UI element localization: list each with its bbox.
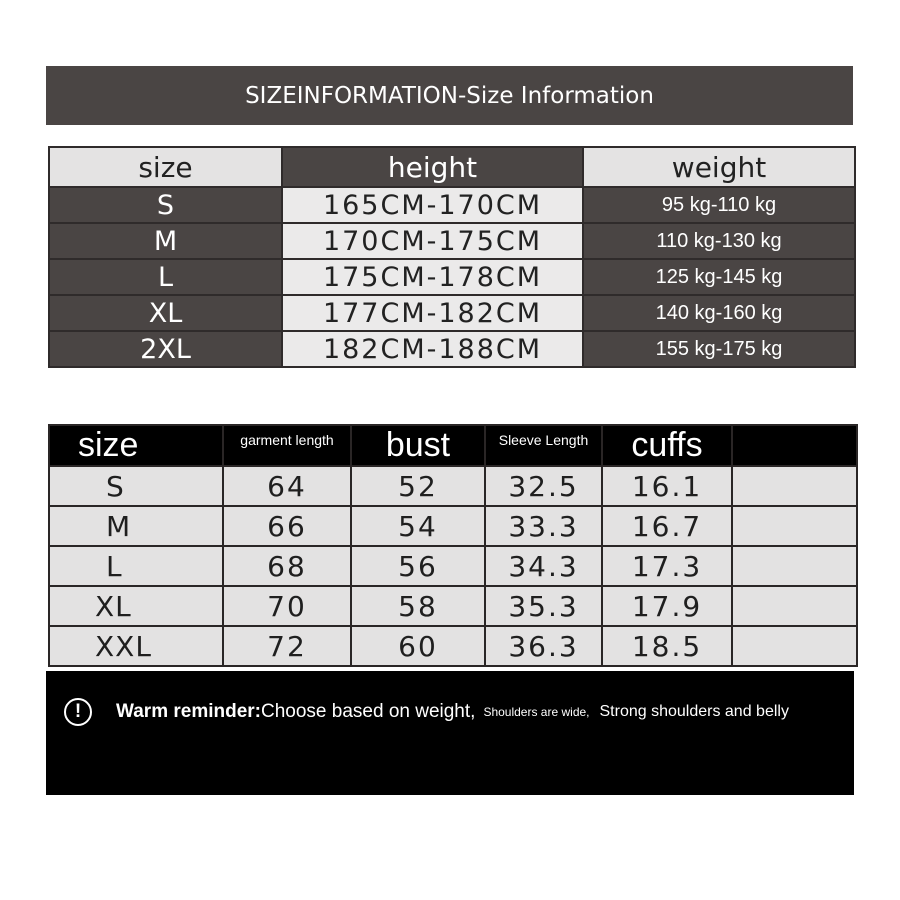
garment-length-cell: 64 (223, 466, 351, 506)
reminder-label: Warm reminder: (116, 701, 261, 722)
header-empty (732, 425, 857, 466)
banner-title: SIZEINFORMATION-Size Information (245, 82, 654, 109)
bust-cell: 56 (351, 546, 485, 586)
header-weight: weight (583, 147, 855, 187)
table-header-row (49, 147, 855, 187)
weight-cell: 95 kg-110 kg (583, 187, 855, 223)
sleeve-length-cell: 35.3 (485, 586, 602, 626)
garment-measurement-table (48, 424, 858, 667)
table-header-row (49, 425, 857, 466)
table-row (49, 466, 857, 506)
empty-cell (732, 466, 857, 506)
height-cell: 165CM-170CM (282, 187, 583, 223)
header-size: size (49, 147, 282, 187)
size-cell: XL (49, 586, 223, 626)
header-sleeve-length: Sleeve Length (485, 425, 602, 466)
header-height: height (282, 147, 583, 187)
size-cell: 2XL (49, 331, 282, 367)
size-cell: S (49, 187, 282, 223)
sleeve-length-cell: 36.3 (485, 626, 602, 666)
height-cell: 175CM-178CM (282, 259, 583, 295)
weight-cell: 110 kg-130 kg (583, 223, 855, 259)
table-row (49, 259, 855, 295)
garment-length-cell: 66 (223, 506, 351, 546)
header-garment-length: garment length (223, 425, 351, 466)
size-cell: M (49, 223, 282, 259)
reminder-text-belly: Strong shoulders and belly (599, 703, 789, 720)
table-row (49, 546, 857, 586)
weight-cell: 140 kg-160 kg (583, 295, 855, 331)
bust-cell: 58 (351, 586, 485, 626)
size-cell: XXL (49, 626, 223, 666)
table-row (49, 331, 855, 367)
garment-length-cell: 68 (223, 546, 351, 586)
table-row (49, 626, 857, 666)
bust-cell: 54 (351, 506, 485, 546)
reminder-text-shoulders: Shoulders are wide, (483, 705, 590, 719)
garment-length-cell: 72 (223, 626, 351, 666)
bust-cell: 52 (351, 466, 485, 506)
weight-cell: 125 kg-145 kg (583, 259, 855, 295)
size-info-banner (46, 66, 853, 125)
height-cell: 182CM-188CM (282, 331, 583, 367)
empty-cell (732, 506, 857, 546)
cuffs-cell: 16.1 (602, 466, 732, 506)
cuffs-cell: 16.7 (602, 506, 732, 546)
garment-length-cell: 70 (223, 586, 351, 626)
header-bust: bust (351, 425, 485, 466)
empty-cell (732, 586, 857, 626)
table-row (49, 586, 857, 626)
header-size: size (49, 425, 223, 466)
height-cell: 177CM-182CM (282, 295, 583, 331)
header-cuffs: cuffs (602, 425, 732, 466)
height-weight-table (48, 146, 856, 368)
cuffs-cell: 17.3 (602, 546, 732, 586)
empty-cell (732, 626, 857, 666)
sleeve-length-cell: 32.5 (485, 466, 602, 506)
cuffs-cell: 17.9 (602, 586, 732, 626)
size-cell: XL (49, 295, 282, 331)
table-row (49, 295, 855, 331)
weight-cell: 155 kg-175 kg (583, 331, 855, 367)
height-cell: 170CM-175CM (282, 223, 583, 259)
size-cell: S (49, 466, 223, 506)
table-row (49, 187, 855, 223)
table-row (49, 223, 855, 259)
size-cell: M (49, 506, 223, 546)
reminder-text-weight: Choose based on weight, (261, 701, 476, 722)
sleeve-length-cell: 33.3 (485, 506, 602, 546)
sleeve-length-cell: 34.3 (485, 546, 602, 586)
warm-reminder-box (46, 671, 854, 795)
empty-cell (732, 546, 857, 586)
table-row (49, 506, 857, 546)
size-cell: L (49, 546, 223, 586)
reminder-line (64, 698, 789, 726)
exclamation-circle-icon: ! (64, 698, 92, 726)
bust-cell: 60 (351, 626, 485, 666)
cuffs-cell: 18.5 (602, 626, 732, 666)
size-cell: L (49, 259, 282, 295)
